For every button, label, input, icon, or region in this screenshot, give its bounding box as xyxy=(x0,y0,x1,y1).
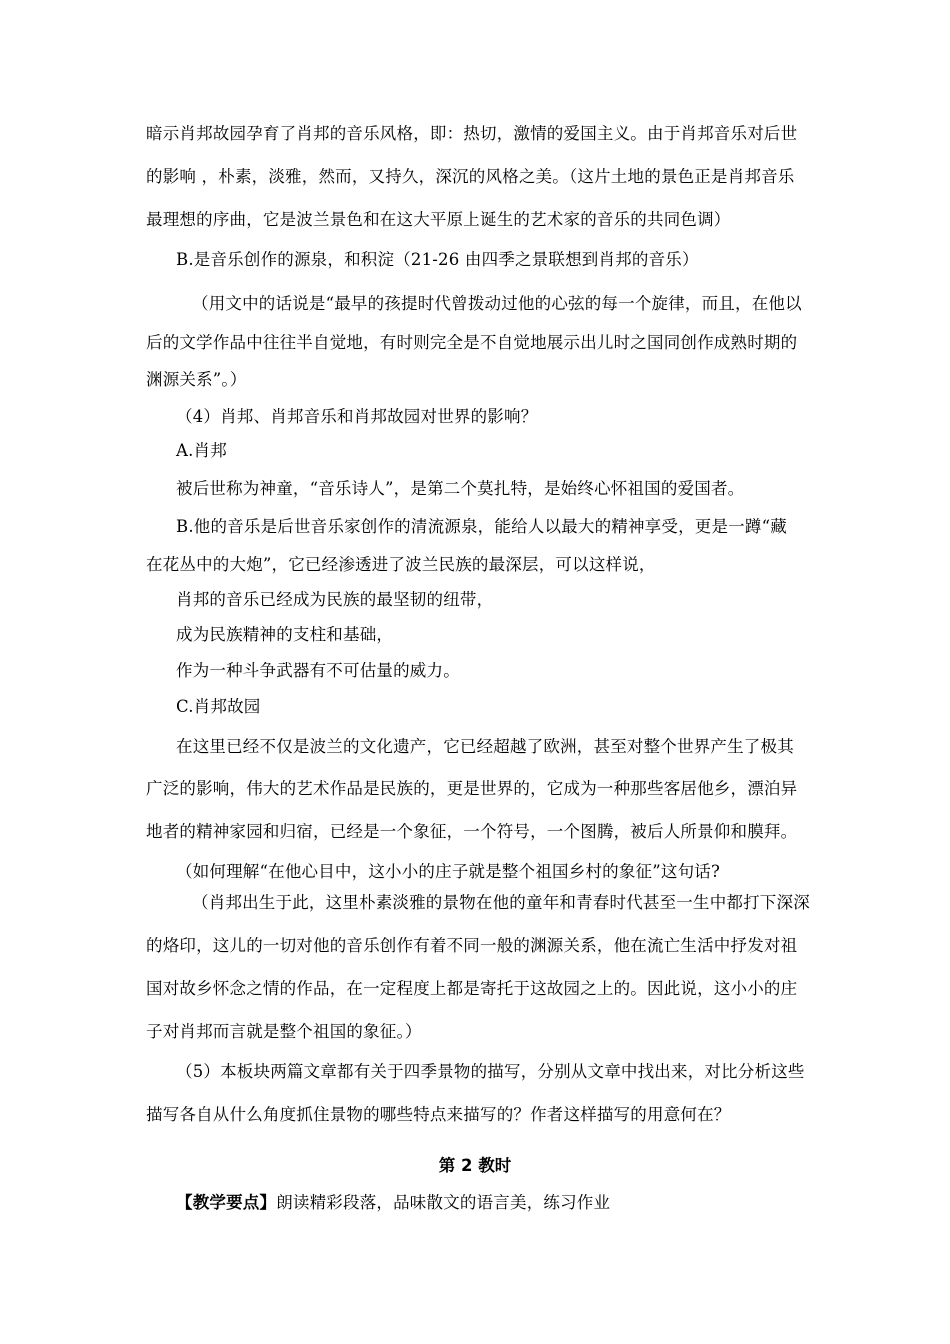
text-line: （如何理解“在他心目中，这小小的庄子就是整个祖国乡村的象征”这句话? xyxy=(176,862,721,881)
text-line: 作为一种斗争武器有不可估量的威力。 xyxy=(176,661,460,680)
text-line: 的影响 ，朴素，淡雅，然而，又持久，深沉的风格之美。（这片土地的景色正是肖邦音乐 xyxy=(146,167,795,186)
text-line: 成为民族精神的支柱和基础， xyxy=(176,625,394,644)
text-line: 肖邦的音乐已经成为民族的最坚韧的纽带， xyxy=(176,590,494,609)
text-line: 被后世称为神童，“音乐诗人”，是第二个莫扎特，是始终心怀祖国的爱国者。 xyxy=(176,479,745,498)
text-line: 暗示肖邦故园孕育了肖邦的音乐风格，即：热切，激情的爱国主义。由于肖邦音乐对后世 xyxy=(146,124,798,143)
text-line: （5）本板块两篇文章都有关于四季景物的描写，分别从文章中找出来，对比分析这些 xyxy=(176,1062,805,1081)
text-line: 地者的精神家园和归宿，已经是一个象征，一个符号，一个图腾，被后人所景仰和膜拜。 xyxy=(146,822,798,841)
text-line: （4）肖邦、肖邦音乐和肖邦故园对世界的影响？ xyxy=(176,407,538,426)
section-heading: 第 2 教时 xyxy=(438,1156,512,1175)
text-line: 广泛的影响，伟大的艺术作品是民族的，更是世界的，它成为一种那些客居他乡，漂泊异 xyxy=(146,779,798,798)
text-line: 后的文学作品中往往半自觉地，有时则完全是不自觉地展示出儿时之国同创作成熟时期的 xyxy=(146,333,798,352)
text-line: 子对肖邦而言就是整个祖国的象征。） xyxy=(146,1022,422,1041)
text-line: B.他的音乐是后世音乐家创作的清流源泉，能给人以最大的精神享受，更是一蹲“藏 xyxy=(176,517,787,536)
key-points-label: 【教学要点】 xyxy=(176,1193,277,1212)
text-line: 最理想的序曲，它是波兰景色和在这大平原上诞生的艺术家的音乐的共同色调） xyxy=(146,210,731,229)
text-line: 渊源关系”。） xyxy=(146,370,247,389)
text-line: A.肖邦 xyxy=(176,441,227,460)
text-line: B.是音乐创作的源泉，和积淀（21-26 由四季之景联想到肖邦的音乐） xyxy=(176,250,699,269)
text-line: 在花丛中的大炮”，它已经渗透进了波兰民族的最深层，可以这样说， xyxy=(146,555,656,574)
text-line: 国对故乡怀念之情的作品，在一定程度上都是寄托于这故园之上的。因此说，这小小的庄 xyxy=(146,979,798,998)
text-line: （用文中的话说是“最早的孩提时代曾拨动过他的心弦的每一个旋律，而且，在他以 xyxy=(192,294,802,313)
key-points-text: 朗读精彩段落，品味散文的语言美，练习作业 xyxy=(276,1193,611,1212)
text-line: （肖邦出生于此，这里朴素淡雅的景物在他的童年和青春时代甚至一生中都打下深深 xyxy=(192,893,810,912)
text-line: 在这里已经不仅是波兰的文化遗产，它已经超越了欧洲，甚至对整个世界产生了极其 xyxy=(176,737,794,756)
key-points-line xyxy=(176,1193,610,1213)
text-line: C.肖邦故园 xyxy=(176,697,261,716)
text-line: 的烙印，这儿的一切对他的音乐创作有着不同一般的渊源关系，他在流亡生活中抒发对祖 xyxy=(146,936,798,955)
text-line: 描写各自从什么角度抓住景物的哪些特点来描写的？作者这样描写的用意何在？ xyxy=(146,1105,731,1124)
